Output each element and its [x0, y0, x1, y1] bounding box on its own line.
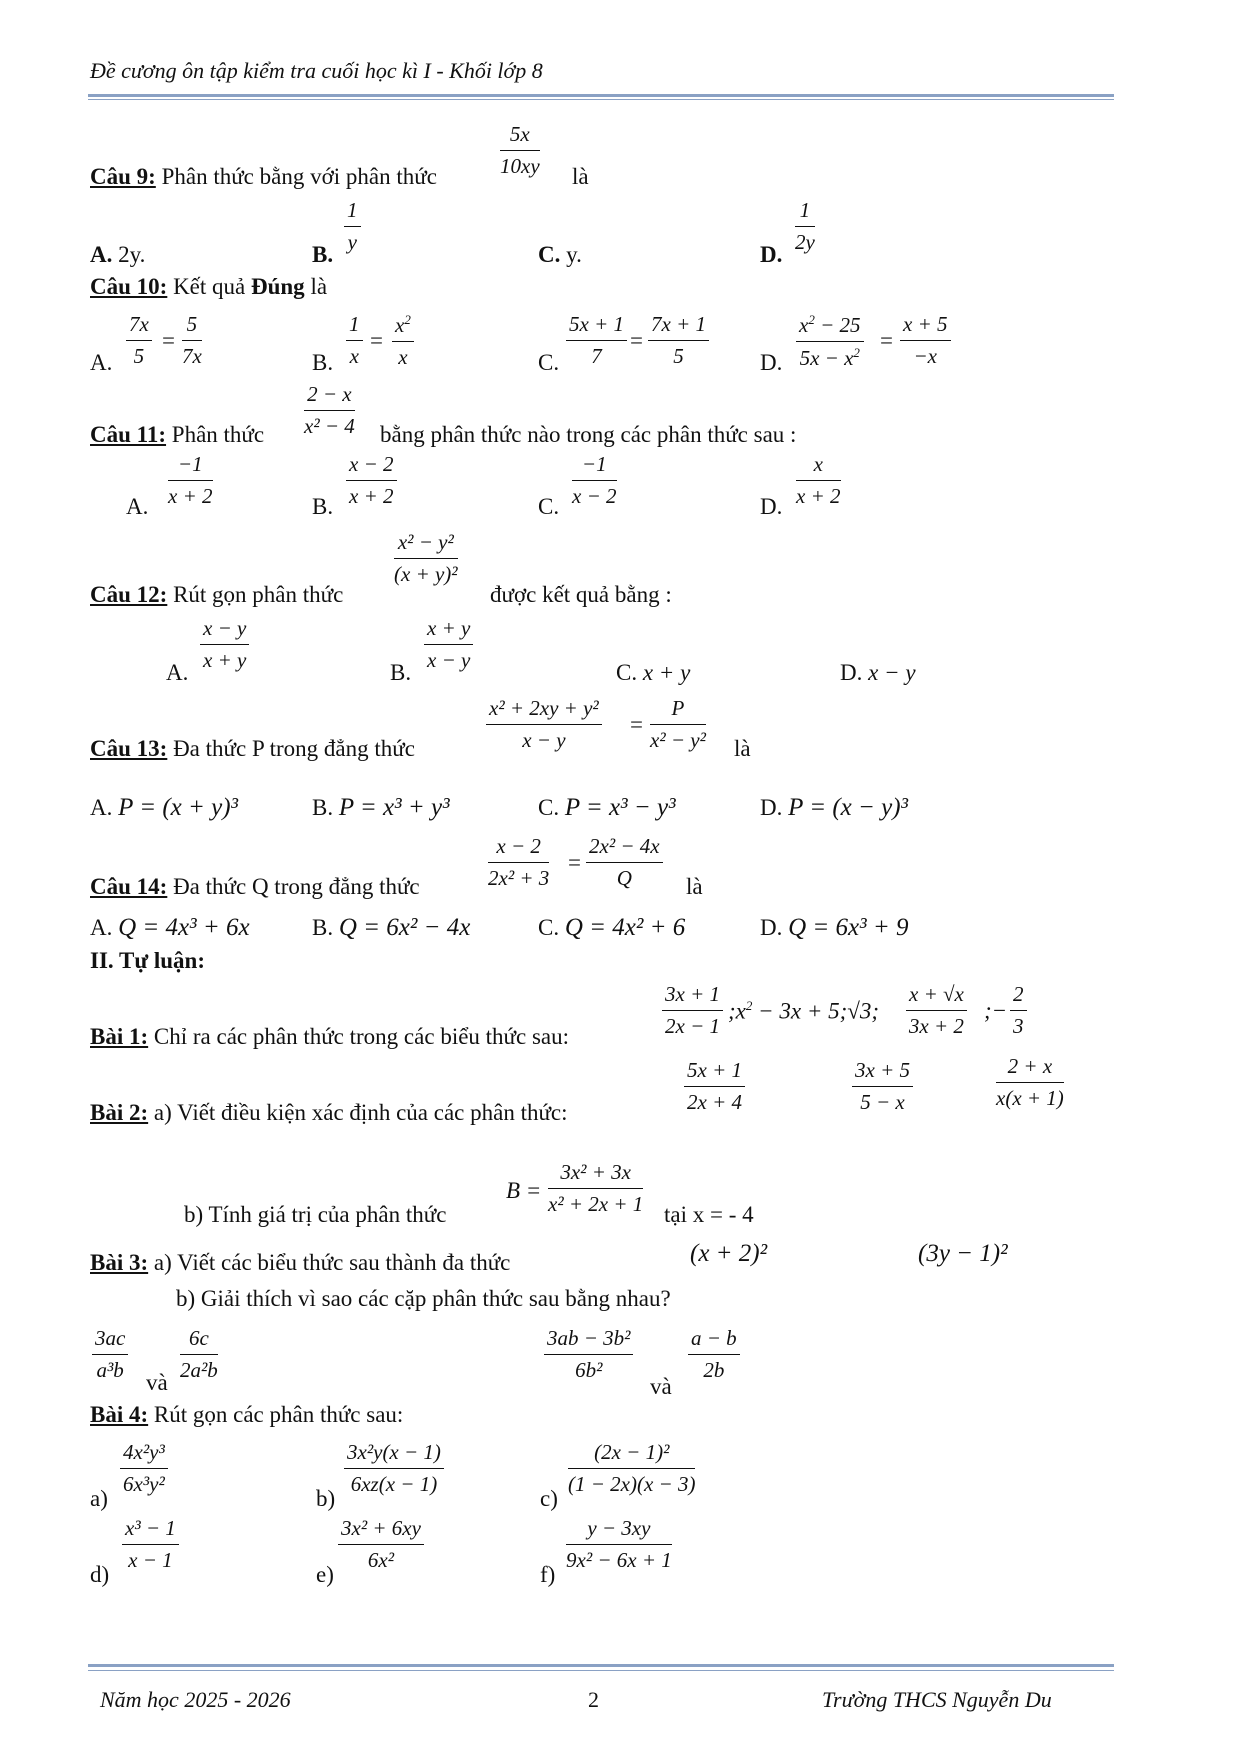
q13-option-d: D. P = (x − y)³ [760, 794, 909, 821]
q10-c-rhs: 7x + 1 5 [648, 312, 709, 369]
bai2-b-name: B = [506, 1178, 542, 1203]
bai3-va-2: và [650, 1374, 672, 1399]
bai1-expr-2: $;x^2 - 3x$ + 5;√3; [728, 998, 880, 1024]
bai-4: Bài 4: Rút gọn các phân thức sau: [90, 1402, 404, 1427]
header-rule [88, 94, 1114, 97]
q10-d-eq: = [880, 328, 893, 353]
q13-option-c: C. P = x³ − y³ [538, 794, 676, 821]
bai3-expr-2: (3y − 1)² [918, 1240, 1008, 1267]
q14-option-b: B. Q = 6x² − 4x [312, 914, 471, 941]
q9-option-b-label: B. [312, 242, 334, 267]
bai2-fraction-3: 2 + x x(x + 1) [996, 1054, 1064, 1110]
bai1-expr-1: 3x + 1 2x − 1 [662, 982, 723, 1039]
bai4-c-fraction: (2x − 1)² (1 − 2x)(x − 3) [568, 1440, 696, 1496]
page-header: Đề cương ôn tập kiểm tra cuối học kì I - Khối lớp 8 [90, 58, 543, 83]
q9-fraction: 5x 10xy [500, 122, 540, 178]
q12-option-a-label: A. [166, 660, 189, 685]
q9-tail: là [572, 164, 589, 189]
bai4-b-label: b) [316, 1486, 336, 1511]
q12-option-b-label: B. [390, 660, 412, 685]
bai4-e-label: e) [316, 1562, 334, 1587]
q12-option-b: x + y x − y [424, 616, 473, 673]
q14-option-d: D. Q = 6x³ + 9 [760, 914, 909, 941]
q14-option-c: C. Q = 4x² + 6 [538, 914, 686, 941]
question-9: Câu 9: Phân thức bằng với phân thức [90, 164, 437, 189]
q12-fraction: x² − y² (x + y)² [394, 530, 458, 586]
q11-option-b-label: B. [312, 494, 334, 519]
q12-option-c: C. x + y [616, 660, 691, 685]
bai-1: Bài 1: Chỉ ra các phân thức trong các biểu thức sau: [90, 1024, 570, 1049]
q9-option-d-label: D. [760, 242, 783, 267]
bai1-expr-3: x + √x 3x + 2 [906, 982, 967, 1039]
question-10: Câu 10: Kết quả Đúng là [90, 274, 328, 299]
bai2-part-b: b) Tính giá trị của phân thức [184, 1202, 447, 1227]
bai3-pair1-left: 3ac a³b [92, 1326, 128, 1383]
q9-option-d: 1 2y [795, 198, 815, 254]
bai4-a-label: a) [90, 1486, 108, 1511]
q10-option-d-label: D. [760, 350, 783, 375]
footer-rule-thin [88, 1670, 1114, 1671]
bai-2: Bài 2: a) Viết điều kiện xác định của các phân thức: [90, 1100, 568, 1125]
q10-b-eq: = [370, 328, 383, 353]
q11-option-a: −1 x + 2 [168, 452, 213, 508]
q14-rhs: 2x² − 4x Q [586, 834, 663, 891]
bai3-part-b: b) Giải thích vì sao các cặp phân thức sau bằng nhau? [176, 1286, 671, 1311]
q9-option-c: C. y. [538, 242, 582, 267]
q11-option-c: −1 x − 2 [572, 452, 617, 508]
q10-c-eq: = [630, 328, 643, 353]
q13-rhs: P x² − y² [650, 696, 706, 752]
q14-option-a: A. Q = 4x³ + 6x [90, 914, 250, 941]
bai3-va-1: và [146, 1370, 168, 1395]
q11-text: bằng phân thức nào trong các phân thức sau : [380, 422, 797, 447]
bai1-expr-sep: ;− [984, 998, 1008, 1023]
q14-tail: là [686, 874, 703, 899]
bai3-expr-1: (x + 2)² [690, 1240, 768, 1267]
bai-3: Bài 3: a) Viết các biểu thức sau thành đa thức [90, 1250, 511, 1275]
q12-option-d: D. x − y [840, 660, 916, 685]
bai3-pair2-left: 3ab − 3b² 6b² [544, 1326, 633, 1383]
q11-option-d-label: D. [760, 494, 783, 519]
q14-lhs: x − 2 2x² + 3 [488, 834, 550, 890]
q10-option-b-label: B. [312, 350, 334, 375]
bai4-d-fraction: x³ − 1 x − 1 [122, 1516, 179, 1573]
q13-tail: là [734, 736, 751, 761]
section-essay-title: II. Tự luận: [90, 948, 206, 973]
bai2-fraction-2: 3x + 5 5 − x [852, 1058, 913, 1115]
q12-option-a: x − y x + y [200, 616, 249, 673]
q11-option-d: x x + 2 [796, 452, 841, 508]
q13-eq: = [630, 712, 643, 737]
q11-option-a-label: A. [126, 494, 149, 519]
bai3-pair2-right: a − b 2b [688, 1326, 740, 1383]
bai4-a-fraction: 4x²y³ 6x³y² [120, 1440, 168, 1497]
q10-a-lhs: 7x 5 [126, 312, 152, 369]
bai4-c-label: c) [540, 1486, 558, 1511]
bai4-d-label: d) [90, 1562, 110, 1587]
q10-option-c-label: C. [538, 350, 560, 375]
q10-a-rhs: 5 7x [182, 312, 202, 368]
bai2-tail: tại x = - 4 [664, 1202, 754, 1227]
q10-b-rhs: $x^2$ x [392, 312, 414, 370]
q14-eq: = [568, 850, 581, 875]
q11-fraction: 2 − x x² − 4 [304, 382, 355, 438]
q13-lhs: x² + 2xy + y² x − y [486, 696, 602, 753]
q11-option-c-label: C. [538, 494, 560, 519]
bai2-fraction-1: 5x + 1 2x + 4 [684, 1058, 745, 1115]
footer-rule [88, 1664, 1114, 1667]
bai3-pair1-right: 6c 2a²b [180, 1326, 218, 1382]
footer-page-number: 2 [588, 1687, 599, 1712]
footer-school-year: Năm học 2025 - 2026 [100, 1687, 291, 1712]
q9-option-a: A. 2y. [90, 242, 146, 267]
q10-c-lhs: 5x + 1 7 [566, 312, 627, 369]
q10-a-eq: = [162, 328, 175, 353]
question-13: Câu 13: Đa thức P trong đẳng thức [90, 736, 415, 761]
q11-option-b: x − 2 x + 2 [346, 452, 397, 509]
q13-option-b: B. P = x³ + y³ [312, 794, 450, 821]
q10-d-rhs: x + 5 −x [900, 312, 951, 369]
header-rule-thin [88, 99, 1114, 100]
q10-d-lhs: $x^2 - 25$ $5x - x^2$ [796, 312, 864, 371]
q12-text: được kết quả bằng : [490, 582, 672, 607]
bai1-expr-4: 2 3 [1010, 982, 1027, 1039]
bai4-f-fraction: y − 3xy 9x² − 6x + 1 [566, 1516, 672, 1572]
question-12: Câu 12: Rút gọn phân thức [90, 582, 344, 607]
question-14: Câu 14: Đa thức Q trong đẳng thức [90, 874, 420, 899]
q10-option-a-label: A. [90, 350, 113, 375]
q13-option-a: A. P = (x + y)³ [90, 794, 239, 821]
q10-b-lhs: 1 x [346, 312, 363, 369]
q9-option-b: 1 y [344, 198, 361, 255]
bai4-e-fraction: 3x² + 6xy 6x² [338, 1516, 424, 1573]
question-11: Câu 11: Phân thức [90, 422, 265, 447]
bai4-b-fraction: 3x²y(x − 1) 6xz(x − 1) [344, 1440, 444, 1497]
bai2-b-fraction: 3x² + 3x x² + 2x + 1 [548, 1160, 644, 1216]
footer-school-name: Trường THCS Nguyễn Du [822, 1687, 1052, 1712]
bai4-f-label: f) [540, 1562, 556, 1587]
